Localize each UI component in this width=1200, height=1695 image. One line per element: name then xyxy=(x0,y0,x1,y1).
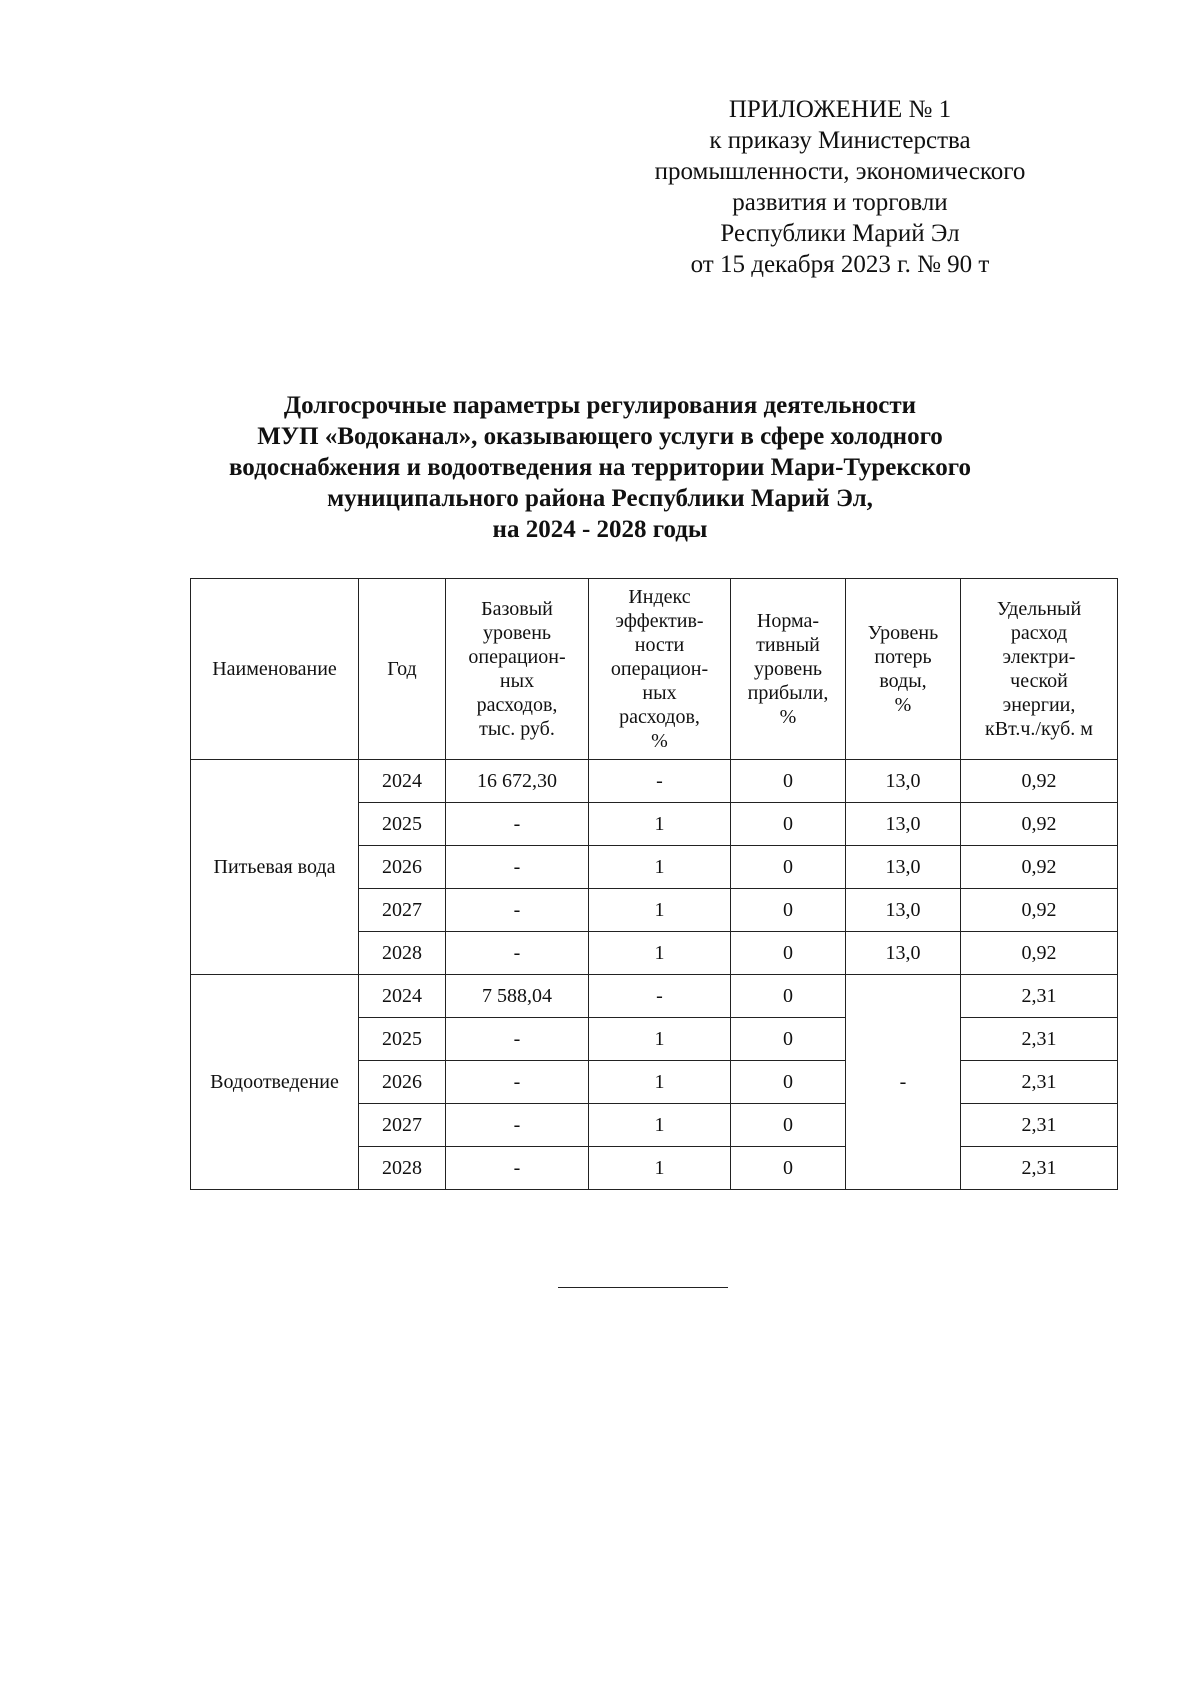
cell-year: 2027 xyxy=(359,1104,446,1147)
header-profit-level: Норма- тивный уровень прибыли, % xyxy=(731,579,846,760)
cell-water-loss: 13,0 xyxy=(846,889,961,932)
cell-efficiency-index: 1 xyxy=(589,1018,731,1061)
cell-water-loss: 13,0 xyxy=(846,932,961,975)
appendix-line: ПРИЛОЖЕНИЕ № 1 xyxy=(728,96,952,123)
cell-base-opex: - xyxy=(446,846,589,889)
cell-year: 2027 xyxy=(359,889,446,932)
header-water-loss: Уровень потерь воды, % xyxy=(846,579,961,760)
cell-base-opex: - xyxy=(446,1018,589,1061)
cell-energy: 2,31 xyxy=(961,1018,1118,1061)
cell-energy: 0,92 xyxy=(961,889,1118,932)
parameters-table xyxy=(190,578,1118,1190)
cell-efficiency-index: - xyxy=(589,975,731,1018)
cell-year: 2028 xyxy=(359,932,446,975)
cell-efficiency-index: 1 xyxy=(589,889,731,932)
group-name: Водоотведение xyxy=(191,975,359,1190)
cell-base-opex: - xyxy=(446,803,589,846)
title-line: МУП «Водоканал», оказывающего услуги в сфере холодного xyxy=(257,423,943,450)
cell-energy: 2,31 xyxy=(961,1061,1118,1104)
title-line: на 2024 - 2028 годы xyxy=(492,516,708,543)
title-line: Долгосрочные параметры регулирования деятельности xyxy=(283,392,917,419)
header-efficiency-index: Индекс эффектив- ности операцион- ных расходов, % xyxy=(589,579,731,760)
header-base-opex: Базовый уровень операцион- ных расходов, тыс. руб. xyxy=(446,579,589,760)
cell-year: 2025 xyxy=(359,803,446,846)
header-energy-consumption: Удельный расход электри- ческой энергии, кВт.ч./куб. м xyxy=(961,579,1118,760)
table-row xyxy=(191,975,1118,1018)
cell-base-opex: - xyxy=(446,1104,589,1147)
cell-base-opex: - xyxy=(446,932,589,975)
appendix-line: к приказу Министерства xyxy=(709,127,971,154)
cell-energy: 0,92 xyxy=(961,846,1118,889)
cell-water-loss: 13,0 xyxy=(846,760,961,803)
table-header-row xyxy=(191,579,1118,760)
cell-year: 2028 xyxy=(359,1147,446,1190)
title-line: водоснабжения и водоотведения на территории Мари-Турекского xyxy=(228,454,972,481)
header-year: Год xyxy=(359,579,446,760)
table-row xyxy=(191,760,1118,803)
appendix-line: Республики Марий Эл xyxy=(720,220,960,247)
appendix-line: от 15 декабря 2023 г. № 90 т xyxy=(690,251,990,278)
cell-profit-level: 0 xyxy=(731,1018,846,1061)
cell-water-loss-merged: - xyxy=(846,975,961,1190)
cell-year: 2026 xyxy=(359,1061,446,1104)
cell-year: 2026 xyxy=(359,846,446,889)
cell-energy: 0,92 xyxy=(961,932,1118,975)
cell-base-opex: - xyxy=(446,889,589,932)
closing-rule-line xyxy=(558,1287,728,1288)
cell-profit-level: 0 xyxy=(731,803,846,846)
cell-year: 2024 xyxy=(359,975,446,1018)
cell-efficiency-index: - xyxy=(589,760,731,803)
cell-water-loss: 13,0 xyxy=(846,846,961,889)
cell-profit-level: 0 xyxy=(731,975,846,1018)
cell-energy: 2,31 xyxy=(961,1147,1118,1190)
cell-base-opex: - xyxy=(446,1147,589,1190)
cell-efficiency-index: 1 xyxy=(589,1061,731,1104)
document-title xyxy=(150,390,1050,545)
cell-profit-level: 0 xyxy=(731,846,846,889)
appendix-line: развития и торговли xyxy=(732,189,948,216)
header-name: Наименование xyxy=(191,579,359,760)
appendix-line: промышленности, экономического xyxy=(654,158,1026,185)
cell-base-opex: 16 672,30 xyxy=(446,760,589,803)
cell-profit-level: 0 xyxy=(731,1147,846,1190)
cell-profit-level: 0 xyxy=(731,1104,846,1147)
cell-profit-level: 0 xyxy=(731,1061,846,1104)
cell-year: 2024 xyxy=(359,760,446,803)
cell-water-loss: 13,0 xyxy=(846,803,961,846)
cell-efficiency-index: 1 xyxy=(589,846,731,889)
cell-energy: 2,31 xyxy=(961,1104,1118,1147)
cell-energy: 0,92 xyxy=(961,803,1118,846)
title-line: муниципального района Республики Марий Эл, xyxy=(327,485,873,512)
cell-energy: 2,31 xyxy=(961,975,1118,1018)
cell-efficiency-index: 1 xyxy=(589,1104,731,1147)
cell-energy: 0,92 xyxy=(961,760,1118,803)
appendix-header xyxy=(600,94,1080,280)
group-name: Питьевая вода xyxy=(191,760,359,975)
cell-efficiency-index: 1 xyxy=(589,932,731,975)
cell-profit-level: 0 xyxy=(731,932,846,975)
cell-base-opex: 7 588,04 xyxy=(446,975,589,1018)
cell-efficiency-index: 1 xyxy=(589,1147,731,1190)
cell-efficiency-index: 1 xyxy=(589,803,731,846)
cell-profit-level: 0 xyxy=(731,760,846,803)
cell-year: 2025 xyxy=(359,1018,446,1061)
cell-profit-level: 0 xyxy=(731,889,846,932)
cell-base-opex: - xyxy=(446,1061,589,1104)
